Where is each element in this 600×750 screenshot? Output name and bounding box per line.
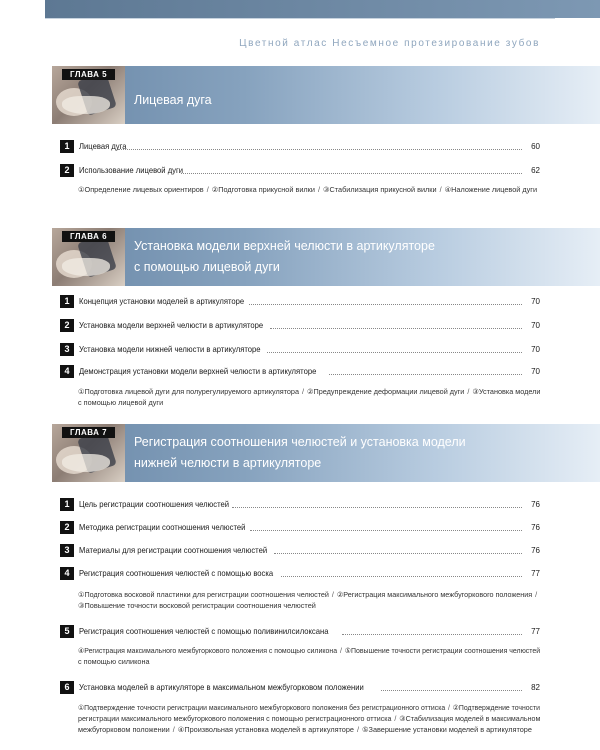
chapter-7-title: Регистрация соотношения челюстей и установка модели нижней челюсти в артикуляторе	[134, 435, 466, 470]
dot-leader	[381, 683, 522, 691]
entry-page: 76	[531, 545, 540, 555]
topic-line: ③Повышение точности восковой регистрации соотношения челюстей	[78, 601, 316, 610]
entry-number: 1	[60, 140, 74, 153]
toc-entry[interactable]	[60, 318, 540, 332]
entry-number: 1	[60, 295, 74, 308]
dot-leader	[274, 546, 522, 554]
chapter-5-title: Лицевая дуга	[134, 93, 212, 107]
toc-entry[interactable]	[60, 680, 540, 694]
subtopics	[78, 184, 540, 195]
top-color-bar	[45, 0, 600, 18]
dot-leader	[250, 523, 522, 531]
topic-line: ①Подготовка восковой пластинки для регистрации соотношения челюстей / ②Регистрация максимального межбугоркового положения /	[78, 590, 538, 599]
entry-page: 82	[531, 682, 540, 692]
chapter-6-header	[52, 228, 600, 286]
entry-page: 70	[531, 344, 540, 354]
entry-page: 70	[531, 320, 540, 330]
chapter-6-label: ГЛАВА 6	[62, 231, 115, 242]
subtopics	[78, 702, 540, 735]
entry-page: 77	[531, 568, 540, 578]
chapter-7-label: ГЛАВА 7	[62, 427, 115, 438]
entry-page: 76	[531, 499, 540, 509]
entry-number: 3	[60, 343, 74, 356]
toc-entry[interactable]	[60, 139, 540, 153]
chapter-7-header	[52, 424, 600, 482]
chapter-5-header	[52, 66, 600, 124]
dot-leader	[181, 166, 522, 174]
entry-page: 62	[531, 165, 540, 175]
toc-entry[interactable]	[60, 543, 540, 557]
dot-leader	[267, 345, 522, 353]
entry-title: Установка модели нижней челюсти в артикуляторе	[79, 344, 261, 354]
top-rule	[45, 18, 555, 19]
toc-entry[interactable]	[60, 364, 540, 378]
topic-line: ①Подтверждение точности регистрации максимального межбугоркового положения без регистрационного оттиска / ②Подтверждение точности	[78, 703, 540, 712]
entry-title: Регистрация соотношения челюстей с помощью поливинилсилоксана	[79, 626, 329, 636]
entry-page: 77	[531, 626, 540, 636]
subtopics	[78, 589, 540, 611]
toc-entry[interactable]	[60, 624, 540, 638]
entry-title: Методика регистрации соотношения челюстей	[79, 522, 246, 532]
entry-title: Демонстрация установки модели верхней челюсти в артикуляторе	[79, 366, 317, 376]
dot-leader	[342, 627, 522, 635]
toc-entry[interactable]	[60, 342, 540, 356]
chapter-6-title: Установка модели верхней челюсти в артикуляторе с помощью лицевой дуги	[134, 239, 435, 274]
entry-page: 70	[531, 366, 540, 376]
entry-title: Лицевая дуга	[79, 141, 127, 151]
topic-line: ④Регистрация максимального межбугоркового положения с помощью силикона / ⑤Повышение точности регистрации соотношения челюстей	[78, 646, 541, 655]
chapter-5-label: ГЛАВА 5	[62, 69, 115, 80]
entry-title: Регистрация соотношения челюстей с помощью воска	[79, 568, 274, 578]
topic-line: межбугорковом положении / ④Произвольная установка моделей в артикуляторе / ⑤Завершение установки моделей в артикуляторе	[78, 725, 532, 734]
entry-title: Концепция установки моделей в артикуляторе	[79, 296, 245, 306]
toc-entry[interactable]	[60, 497, 540, 511]
entry-number: 5	[60, 625, 74, 638]
entry-number: 2	[60, 319, 74, 332]
entry-number: 2	[60, 521, 74, 534]
entry-page: 60	[531, 141, 540, 151]
subtopics	[78, 386, 540, 408]
book-title: Цветной атлас Несъемное протезирование зубов	[239, 38, 540, 49]
entry-title: Использование лицевой дуги	[79, 165, 184, 175]
entry-number: 1	[60, 498, 74, 511]
entry-number: 6	[60, 681, 74, 694]
entry-number: 3	[60, 544, 74, 557]
toc-entry[interactable]	[60, 294, 540, 308]
topic-line: ①Подготовка лицевой дуги для полурегулируемого артикулятора / ②Предупреждение деформации лицевой дуги / ③Установка модели	[78, 387, 541, 396]
dot-leader	[270, 321, 522, 329]
topic-line: ①Определение лицевых ориентиров / ②Подготовка прикусной вилки / ③Стабилизация прикусной вилки / ④Наложение лицевой дуги	[78, 185, 538, 194]
dot-leader	[232, 500, 522, 508]
entry-title: Установка моделей в артикуляторе в максимальном межбугорковом положении	[79, 682, 364, 692]
toc-entry[interactable]	[60, 163, 540, 177]
dot-leader	[329, 367, 522, 375]
entry-title: Материалы для регистрации соотношения челюстей	[79, 545, 268, 555]
entry-page: 76	[531, 522, 540, 532]
dot-leader	[249, 297, 522, 305]
dot-leader	[281, 569, 522, 577]
topic-line: с помощью лицевой дуги	[78, 398, 164, 407]
topic-line: регистрации максимального межбугоркового положения с помощью регистрационного оттиска / ③Стабилизация моделей в максимальном	[78, 714, 541, 723]
entry-number: 4	[60, 567, 74, 580]
topic-line: с помощью силикона	[78, 657, 150, 666]
entry-number: 4	[60, 365, 74, 378]
subtopics	[78, 645, 540, 667]
entry-page: 70	[531, 296, 540, 306]
dot-leader	[118, 142, 522, 150]
entry-title: Установка модели верхней челюсти в артикуляторе	[79, 320, 264, 330]
toc-entry[interactable]	[60, 520, 540, 534]
entry-title: Цель регистрации соотношения челюстей	[79, 499, 230, 509]
entry-number: 2	[60, 164, 74, 177]
toc-entry[interactable]	[60, 566, 540, 580]
